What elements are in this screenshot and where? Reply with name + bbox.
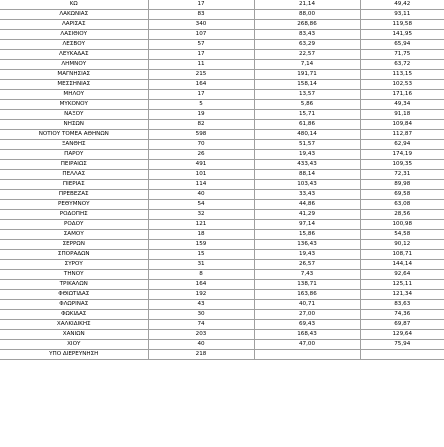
region-cell: ΡΟΔΟΥ <box>0 220 148 230</box>
cases-cell: 19 <box>148 110 254 120</box>
cases-cell: 32 <box>148 210 254 220</box>
region-cell: ΦΩΚΙΔΑΣ <box>0 310 148 320</box>
per100k-cell: 69,58 <box>360 190 444 200</box>
region-cell: ΤΗΝΟΥ <box>0 270 148 280</box>
table-row <box>0 40 444 50</box>
table-row <box>0 350 444 360</box>
cases-cell: 40 <box>148 190 254 200</box>
cases-cell: 11 <box>148 60 254 70</box>
rate-cell: 13,57 <box>254 90 360 100</box>
cases-cell: 340 <box>148 20 254 30</box>
per100k-cell: 63,72 <box>360 60 444 70</box>
table-row <box>0 100 444 110</box>
cases-cell: 17 <box>148 50 254 60</box>
cases-cell: 15 <box>148 250 254 260</box>
per100k-cell: 69,87 <box>360 320 444 330</box>
table-row <box>0 60 444 70</box>
table-row <box>0 200 444 210</box>
region-cell: ΜΑΓΝΗΣΙΑΣ <box>0 70 148 80</box>
rate-cell: 158,14 <box>254 80 360 90</box>
table-row <box>0 330 444 340</box>
per100k-cell: 92,64 <box>360 270 444 280</box>
rate-cell: 88,00 <box>254 10 360 20</box>
cases-cell: 164 <box>148 280 254 290</box>
table-row <box>0 150 444 160</box>
per100k-cell: 109,84 <box>360 120 444 130</box>
per100k-cell: 49,42 <box>360 0 444 10</box>
region-cell: ΛΕΣΒΟΥ <box>0 40 148 50</box>
rate-cell: 63,29 <box>254 40 360 50</box>
table-row <box>0 260 444 270</box>
cases-cell: 30 <box>148 310 254 320</box>
cases-cell: 101 <box>148 170 254 180</box>
region-cell: ΛΑΣΙΘΙΟΥ <box>0 30 148 40</box>
per100k-cell: 90,12 <box>360 240 444 250</box>
table-row <box>0 70 444 80</box>
per100k-cell: 144,14 <box>360 260 444 270</box>
table-row <box>0 210 444 220</box>
table-row <box>0 140 444 150</box>
region-cell: ΠΑΡΟΥ <box>0 150 148 160</box>
table-row <box>0 120 444 130</box>
region-cell: ΝΗΣΩΝ <box>0 120 148 130</box>
per100k-cell: 89,98 <box>360 180 444 190</box>
cases-cell: 218 <box>148 350 254 360</box>
table-row <box>0 130 444 140</box>
region-cell: ΝΟΤΙΟΥ ΤΟΜΕΑ ΑΘΗΝΩΝ <box>0 130 148 140</box>
per100k-cell: 91,18 <box>360 110 444 120</box>
region-cell: ΠΕΙΡΑΙΩΣ <box>0 160 148 170</box>
per100k-cell: 74,36 <box>360 310 444 320</box>
region-cell: ΡΕΘΥΜΝΟΥ <box>0 200 148 210</box>
per100k-cell: 63,08 <box>360 200 444 210</box>
rate-cell: 15,71 <box>254 110 360 120</box>
region-cell: ΡΟΔΟΠΗΣ <box>0 210 148 220</box>
table-row <box>0 50 444 60</box>
rate-cell: 7,14 <box>254 60 360 70</box>
cases-cell: 164 <box>148 80 254 90</box>
table-row <box>0 90 444 100</box>
rate-cell: 433,43 <box>254 160 360 170</box>
cases-cell: 70 <box>148 140 254 150</box>
cases-cell: 57 <box>148 40 254 50</box>
cases-cell: 40 <box>148 340 254 350</box>
cases-cell: 43 <box>148 300 254 310</box>
region-cell: ΜΥΚΟΝΟΥ <box>0 100 148 110</box>
table-row <box>0 220 444 230</box>
rate-cell: 22,57 <box>254 50 360 60</box>
rate-cell: 51,57 <box>254 140 360 150</box>
cases-cell: 5 <box>148 100 254 110</box>
per100k-cell: 112,87 <box>360 130 444 140</box>
region-cell: ΦΛΩΡΙΝΑΣ <box>0 300 148 310</box>
region-cell: ΝΑΞΟΥ <box>0 110 148 120</box>
per100k-cell: 113,15 <box>360 70 444 80</box>
region-cell: ΣΠΟΡΑΔΩΝ <box>0 250 148 260</box>
per100k-cell: 129,64 <box>360 330 444 340</box>
per100k-cell: 83,63 <box>360 300 444 310</box>
cases-cell: 26 <box>148 150 254 160</box>
table-row <box>0 240 444 250</box>
rate-cell: 103,43 <box>254 180 360 190</box>
cases-cell: 203 <box>148 330 254 340</box>
cases-cell: 107 <box>148 30 254 40</box>
per100k-cell: 72,31 <box>360 170 444 180</box>
cases-cell: 121 <box>148 220 254 230</box>
rate-cell: 97,14 <box>254 220 360 230</box>
cases-cell: 215 <box>148 70 254 80</box>
cases-cell: 8 <box>148 270 254 280</box>
per100k-cell: 108,71 <box>360 250 444 260</box>
table-row <box>0 10 444 20</box>
region-cell: ΣΥΡΟΥ <box>0 260 148 270</box>
rate-cell: 268,86 <box>254 20 360 30</box>
region-cell: ΧΑΛΚΙΔΙΚΗΣ <box>0 320 148 330</box>
table-row <box>0 270 444 280</box>
cases-cell: 74 <box>148 320 254 330</box>
per100k-cell: 109,35 <box>360 160 444 170</box>
table-row <box>0 320 444 330</box>
cases-cell: 18 <box>148 230 254 240</box>
per100k-cell: 49,34 <box>360 100 444 110</box>
cases-cell: 114 <box>148 180 254 190</box>
cases-cell: 598 <box>148 130 254 140</box>
rate-cell: 47,00 <box>254 340 360 350</box>
region-cell: ΛΑΚΩΝΙΑΣ <box>0 10 148 20</box>
cases-cell: 17 <box>148 90 254 100</box>
per100k-cell: 121,34 <box>360 290 444 300</box>
per100k-cell: 125,11 <box>360 280 444 290</box>
per100k-cell: 75,94 <box>360 340 444 350</box>
rate-cell: 5,86 <box>254 100 360 110</box>
region-cell: ΠΕΛΛΑΣ <box>0 170 148 180</box>
table-row <box>0 0 444 10</box>
per100k-cell: 62,94 <box>360 140 444 150</box>
region-cell: ΞΑΝΘΗΣ <box>0 140 148 150</box>
table-row <box>0 250 444 260</box>
rate-cell: 26,57 <box>254 260 360 270</box>
cases-cell: 54 <box>148 200 254 210</box>
table-row <box>0 110 444 120</box>
region-cell: ΠΙΕΡΙΑΣ <box>0 180 148 190</box>
rate-cell: 15,86 <box>254 230 360 240</box>
rate-cell: 168,43 <box>254 330 360 340</box>
rate-cell: 41,29 <box>254 210 360 220</box>
table-row <box>0 180 444 190</box>
cases-cell: 491 <box>148 160 254 170</box>
region-cell: ΠΡΕΒΕΖΑΣ <box>0 190 148 200</box>
region-cell: ΛΗΜΝΟΥ <box>0 60 148 70</box>
rate-cell: 21,14 <box>254 0 360 10</box>
rate-cell: 44,86 <box>254 200 360 210</box>
per100k-cell: 174,19 <box>360 150 444 160</box>
table-row <box>0 190 444 200</box>
rate-cell: 19,43 <box>254 250 360 260</box>
region-cell: ΜΕΣΣΗΝΙΑΣ <box>0 80 148 90</box>
per100k-cell: 119,58 <box>360 20 444 30</box>
rate-cell: 33,43 <box>254 190 360 200</box>
region-cell: ΣΕΡΡΩΝ <box>0 240 148 250</box>
per100k-cell: 100,98 <box>360 220 444 230</box>
rate-cell <box>254 350 360 360</box>
region-cell: ΛΕΥΚΑΔΑΣ <box>0 50 148 60</box>
rate-cell: 27,00 <box>254 310 360 320</box>
table-row <box>0 300 444 310</box>
region-cell: ΧΙΟΥ <box>0 340 148 350</box>
region-cell: ΧΑΝΙΩΝ <box>0 330 148 340</box>
cases-cell: 159 <box>148 240 254 250</box>
rate-cell: 83,43 <box>254 30 360 40</box>
per100k-cell: 102,53 <box>360 80 444 90</box>
region-cell: ΣΑΜΟΥ <box>0 230 148 240</box>
rate-cell: 163,86 <box>254 290 360 300</box>
table-row <box>0 280 444 290</box>
table-row <box>0 30 444 40</box>
table-row <box>0 160 444 170</box>
per100k-cell: 71,75 <box>360 50 444 60</box>
cases-cell: 17 <box>148 0 254 10</box>
cases-cell: 82 <box>148 120 254 130</box>
cases-cell: 31 <box>148 260 254 270</box>
per100k-cell: 54,58 <box>360 230 444 240</box>
rate-cell: 69,43 <box>254 320 360 330</box>
rate-cell: 7,43 <box>254 270 360 280</box>
rate-cell: 40,71 <box>254 300 360 310</box>
region-cell: ΛΑΡΙΣΑΣ <box>0 20 148 30</box>
per100k-cell <box>360 350 444 360</box>
table-row <box>0 170 444 180</box>
region-cell: ΥΠΟ ΔΙΕΡΕΥΝΗΣΗ <box>0 350 148 360</box>
table-row <box>0 20 444 30</box>
per100k-cell: 171,16 <box>360 90 444 100</box>
region-cell: ΜΗΛΟΥ <box>0 90 148 100</box>
cases-cell: 83 <box>148 10 254 20</box>
region-cell: ΚΩ <box>0 0 148 10</box>
rate-cell: 480,14 <box>254 130 360 140</box>
region-cell: ΤΡΙΚΑΛΩΝ <box>0 280 148 290</box>
rate-cell: 19,43 <box>254 150 360 160</box>
per100k-cell: 141,95 <box>360 30 444 40</box>
region-cell: ΦΘΙΩΤΙΔΑΣ <box>0 290 148 300</box>
table-row <box>0 230 444 240</box>
per100k-cell: 93,11 <box>360 10 444 20</box>
per100k-cell: 28,56 <box>360 210 444 220</box>
table-row <box>0 80 444 90</box>
rate-cell: 88,14 <box>254 170 360 180</box>
per100k-cell: 65,94 <box>360 40 444 50</box>
table-row <box>0 290 444 300</box>
cases-cell: 192 <box>148 290 254 300</box>
rate-cell: 138,71 <box>254 280 360 290</box>
table-row <box>0 340 444 350</box>
rate-cell: 191,71 <box>254 70 360 80</box>
rate-cell: 61,86 <box>254 120 360 130</box>
rate-cell: 136,43 <box>254 240 360 250</box>
table-row <box>0 310 444 320</box>
